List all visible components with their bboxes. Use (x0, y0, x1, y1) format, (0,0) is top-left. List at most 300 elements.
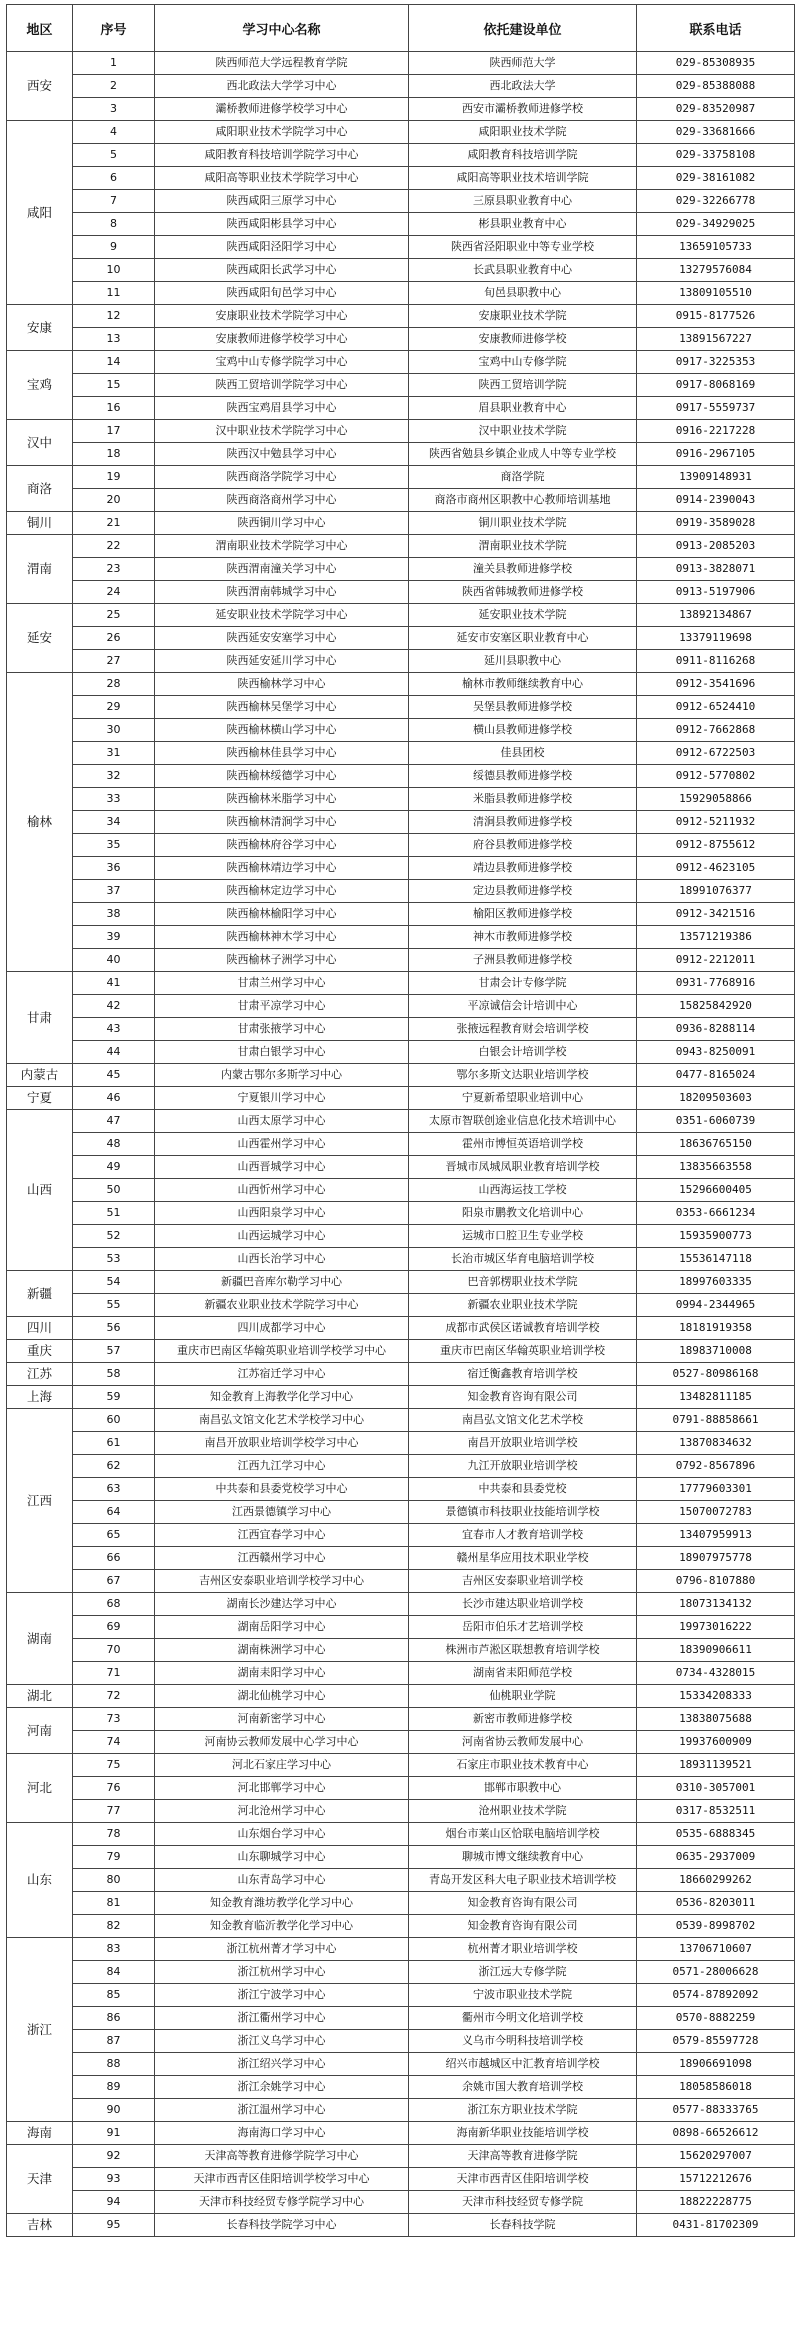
table-body (7, 52, 795, 2237)
region-cell: 湖南 (7, 1593, 73, 1685)
index-cell: 34 (73, 811, 155, 834)
phone-cell: 15935900773 (637, 1225, 795, 1248)
center-name-cell: 湖南耒阳学习中心 (155, 1662, 409, 1685)
phone-cell: 0570-8882259 (637, 2007, 795, 2030)
host-unit-cell: 太原市智联创途业信息化技术培训中心 (409, 1110, 637, 1133)
table-row (7, 1708, 795, 1731)
phone-cell: 0917-8068169 (637, 374, 795, 397)
table-row (7, 1156, 795, 1179)
host-unit-cell: 霍州市博恒英语培训学校 (409, 1133, 637, 1156)
index-cell: 68 (73, 1593, 155, 1616)
host-unit-cell: 定边县教师进修学校 (409, 880, 637, 903)
table-row (7, 1179, 795, 1202)
host-unit-cell: 知金教育咨询有限公司 (409, 1915, 637, 1938)
index-cell: 53 (73, 1248, 155, 1271)
center-name-cell: 湖南长沙建达学习中心 (155, 1593, 409, 1616)
table-row (7, 1800, 795, 1823)
phone-cell: 18822228775 (637, 2191, 795, 2214)
host-unit-cell: 宿迁衡鑫教育培训学校 (409, 1363, 637, 1386)
center-name-cell: 山西忻州学习中心 (155, 1179, 409, 1202)
host-unit-cell: 天津市西青区佳阳培训学校 (409, 2168, 637, 2191)
center-name-cell: 河南新密学习中心 (155, 1708, 409, 1731)
center-name-cell: 内蒙古鄂尔多斯学习中心 (155, 1064, 409, 1087)
center-name-cell: 长春科技学院学习中心 (155, 2214, 409, 2237)
host-unit-cell: 绍兴市越城区中汇教育培训学校 (409, 2053, 637, 2076)
host-unit-cell: 府谷县教师进修学校 (409, 834, 637, 857)
index-cell: 86 (73, 2007, 155, 2030)
table-row (7, 811, 795, 834)
region-cell: 咸阳 (7, 121, 73, 305)
host-unit-cell: 旬邑县职教中心 (409, 282, 637, 305)
center-name-cell: 甘肃兰州学习中心 (155, 972, 409, 995)
table-row (7, 742, 795, 765)
host-unit-cell: 天津高等教育进修学院 (409, 2145, 637, 2168)
index-cell: 30 (73, 719, 155, 742)
table-row (7, 1317, 795, 1340)
center-name-cell: 浙江衢州学习中心 (155, 2007, 409, 2030)
table-header-row (7, 5, 795, 52)
phone-cell: 0535-6888345 (637, 1823, 795, 1846)
index-cell: 2 (73, 75, 155, 98)
index-cell: 89 (73, 2076, 155, 2099)
phone-cell: 13838075688 (637, 1708, 795, 1731)
table-row (7, 719, 795, 742)
phone-cell: 0635-2937009 (637, 1846, 795, 1869)
region-cell: 汉中 (7, 420, 73, 466)
table-row (7, 581, 795, 604)
index-cell: 56 (73, 1317, 155, 1340)
index-cell: 26 (73, 627, 155, 650)
center-name-cell: 宁夏银川学习中心 (155, 1087, 409, 1110)
center-name-cell: 天津市科技经贸专修学院学习中心 (155, 2191, 409, 2214)
region-cell: 宝鸡 (7, 351, 73, 420)
center-name-cell: 西北政法大学学习中心 (155, 75, 409, 98)
center-name-cell: 陕西渭南潼关学习中心 (155, 558, 409, 581)
index-cell: 19 (73, 466, 155, 489)
phone-cell: 0912-6722503 (637, 742, 795, 765)
host-unit-cell: 湖南省耒阳师范学校 (409, 1662, 637, 1685)
table-row (7, 2053, 795, 2076)
region-cell: 甘肃 (7, 972, 73, 1064)
table-row (7, 1133, 795, 1156)
table-row (7, 880, 795, 903)
index-cell: 17 (73, 420, 155, 443)
phone-cell: 0912-2212011 (637, 949, 795, 972)
host-unit-cell: 商洛市商州区职教中心教师培训基地 (409, 489, 637, 512)
region-cell: 海南 (7, 2122, 73, 2145)
host-unit-cell: 余姚市国大教育培训学校 (409, 2076, 637, 2099)
host-unit-cell: 商洛学院 (409, 466, 637, 489)
host-unit-cell: 成都市武侯区诺诚教育培训学校 (409, 1317, 637, 1340)
phone-cell: 15929058866 (637, 788, 795, 811)
center-name-cell: 甘肃平凉学习中心 (155, 995, 409, 1018)
phone-cell: 0994-2344965 (637, 1294, 795, 1317)
host-unit-cell: 阳泉市鹏教文化培训中心 (409, 1202, 637, 1225)
center-name-cell: 四川成都学习中心 (155, 1317, 409, 1340)
center-name-cell: 浙江杭州学习中心 (155, 1961, 409, 1984)
center-name-cell: 咸阳教育科技培训学院学习中心 (155, 144, 409, 167)
phone-cell: 0913-5197906 (637, 581, 795, 604)
index-cell: 6 (73, 167, 155, 190)
index-cell: 76 (73, 1777, 155, 1800)
host-unit-cell: 安康教师进修学校 (409, 328, 637, 351)
center-name-cell: 陕西咸阳彬县学习中心 (155, 213, 409, 236)
center-name-cell: 重庆市巴南区华翰英职业培训学校学习中心 (155, 1340, 409, 1363)
region-cell: 湖北 (7, 1685, 73, 1708)
table-row (7, 259, 795, 282)
table-row (7, 1455, 795, 1478)
table-row (7, 75, 795, 98)
center-name-cell: 天津市西青区佳阳培训学校学习中心 (155, 2168, 409, 2191)
phone-cell: 0734-4328015 (637, 1662, 795, 1685)
phone-cell: 0527-80986168 (637, 1363, 795, 1386)
index-cell: 33 (73, 788, 155, 811)
phone-cell: 0574-87892092 (637, 1984, 795, 2007)
index-cell: 13 (73, 328, 155, 351)
table-row (7, 512, 795, 535)
host-unit-cell: 吉州区安泰职业培训学校 (409, 1570, 637, 1593)
table-row (7, 1938, 795, 1961)
index-cell: 40 (73, 949, 155, 972)
host-unit-cell: 陕西省韩城教师进修学校 (409, 581, 637, 604)
host-unit-cell: 白银会计培训学校 (409, 1041, 637, 1064)
index-cell: 35 (73, 834, 155, 857)
index-cell: 14 (73, 351, 155, 374)
phone-cell: 18181919358 (637, 1317, 795, 1340)
phone-cell: 0912-3541696 (637, 673, 795, 696)
host-unit-cell: 张掖远程教育财会培训学校 (409, 1018, 637, 1041)
phone-cell: 0912-8755612 (637, 834, 795, 857)
host-unit-cell: 铜川职业技术学院 (409, 512, 637, 535)
table-row (7, 1593, 795, 1616)
index-cell: 92 (73, 2145, 155, 2168)
phone-cell: 15334208333 (637, 1685, 795, 1708)
index-cell: 90 (73, 2099, 155, 2122)
table-row (7, 2099, 795, 2122)
index-cell: 41 (73, 972, 155, 995)
table-row (7, 190, 795, 213)
host-unit-cell: 长武县职业教育中心 (409, 259, 637, 282)
index-cell: 77 (73, 1800, 155, 1823)
index-cell: 81 (73, 1892, 155, 1915)
center-name-cell: 江西宜春学习中心 (155, 1524, 409, 1547)
center-name-cell: 河南协云教师发展中心学习中心 (155, 1731, 409, 1754)
index-cell: 74 (73, 1731, 155, 1754)
index-cell: 46 (73, 1087, 155, 1110)
table-row (7, 1409, 795, 1432)
phone-cell: 0915-8177526 (637, 305, 795, 328)
index-cell: 75 (73, 1754, 155, 1777)
phone-cell: 0912-5211932 (637, 811, 795, 834)
center-name-cell: 延安职业技术学院学习中心 (155, 604, 409, 627)
table-row (7, 1064, 795, 1087)
phone-cell: 0917-3225353 (637, 351, 795, 374)
index-cell: 59 (73, 1386, 155, 1409)
index-cell: 63 (73, 1478, 155, 1501)
table-row (7, 834, 795, 857)
host-unit-cell: 清涧县教师进修学校 (409, 811, 637, 834)
phone-cell: 0579-85597728 (637, 2030, 795, 2053)
phone-cell: 0571-28006628 (637, 1961, 795, 1984)
center-name-cell: 浙江义乌学习中心 (155, 2030, 409, 2053)
table-row (7, 328, 795, 351)
phone-cell: 18997603335 (637, 1271, 795, 1294)
center-name-cell: 山东聊城学习中心 (155, 1846, 409, 1869)
center-name-cell: 河北石家庄学习中心 (155, 1754, 409, 1777)
table-row (7, 2030, 795, 2053)
index-cell: 25 (73, 604, 155, 627)
center-name-cell: 南昌弘文馆文化艺术学校学习中心 (155, 1409, 409, 1432)
phone-cell: 13407959913 (637, 1524, 795, 1547)
center-name-cell: 浙江温州学习中心 (155, 2099, 409, 2122)
phone-cell: 15712212676 (637, 2168, 795, 2191)
table-row (7, 1915, 795, 1938)
region-cell: 吉林 (7, 2214, 73, 2237)
center-name-cell: 浙江杭州菁才学习中心 (155, 1938, 409, 1961)
region-cell: 延安 (7, 604, 73, 673)
host-unit-cell: 三原县职业教育中心 (409, 190, 637, 213)
center-name-cell: 陕西榆林横山学习中心 (155, 719, 409, 742)
host-unit-cell: 潼关县教师进修学校 (409, 558, 637, 581)
phone-cell: 18636765150 (637, 1133, 795, 1156)
phone-cell: 0792-8567896 (637, 1455, 795, 1478)
host-unit-cell: 宜春市人才教育培训学校 (409, 1524, 637, 1547)
host-unit-cell: 景德镇市科技职业技能培训学校 (409, 1501, 637, 1524)
table-row (7, 995, 795, 1018)
table-row (7, 2007, 795, 2030)
index-cell: 9 (73, 236, 155, 259)
host-unit-cell: 青岛开发区科大电子职业技术培训学校 (409, 1869, 637, 1892)
table-row (7, 1225, 795, 1248)
index-cell: 12 (73, 305, 155, 328)
index-cell: 10 (73, 259, 155, 282)
table-row (7, 351, 795, 374)
header-phone: 联系电话 (637, 5, 795, 52)
phone-cell: 029-85388088 (637, 75, 795, 98)
index-cell: 5 (73, 144, 155, 167)
center-name-cell: 咸阳职业技术学院学习中心 (155, 121, 409, 144)
phone-cell: 18983710008 (637, 1340, 795, 1363)
index-cell: 57 (73, 1340, 155, 1363)
host-unit-cell: 绥德县教师进修学校 (409, 765, 637, 788)
table-row (7, 1662, 795, 1685)
phone-cell: 13892134867 (637, 604, 795, 627)
host-unit-cell: 义乌市今明科技培训学校 (409, 2030, 637, 2053)
phone-cell: 19973016222 (637, 1616, 795, 1639)
index-cell: 72 (73, 1685, 155, 1708)
center-name-cell: 陕西榆林靖边学习中心 (155, 857, 409, 880)
host-unit-cell: 仙桃职业学院 (409, 1685, 637, 1708)
center-name-cell: 江苏宿迁学习中心 (155, 1363, 409, 1386)
phone-cell: 13706710607 (637, 1938, 795, 1961)
index-cell: 38 (73, 903, 155, 926)
phone-cell: 0351-6060739 (637, 1110, 795, 1133)
phone-cell: 0317-8532511 (637, 1800, 795, 1823)
host-unit-cell: 巴音郭楞职业技术学院 (409, 1271, 637, 1294)
host-unit-cell: 咸阳教育科技培训学院 (409, 144, 637, 167)
region-cell: 河南 (7, 1708, 73, 1754)
phone-cell: 0577-88333765 (637, 2099, 795, 2122)
table-row (7, 1386, 795, 1409)
host-unit-cell: 汉中职业技术学院 (409, 420, 637, 443)
host-unit-cell: 聊城市博文继续教育中心 (409, 1846, 637, 1869)
center-name-cell: 湖南株洲学习中心 (155, 1639, 409, 1662)
region-cell: 江西 (7, 1409, 73, 1593)
phone-cell: 13482811185 (637, 1386, 795, 1409)
phone-cell: 18390906611 (637, 1639, 795, 1662)
phone-cell: 029-34929025 (637, 213, 795, 236)
center-name-cell: 陕西商洛学院学习中心 (155, 466, 409, 489)
phone-cell: 18660299262 (637, 1869, 795, 1892)
table-row (7, 1547, 795, 1570)
index-cell: 43 (73, 1018, 155, 1041)
center-name-cell: 湖北仙桃学习中心 (155, 1685, 409, 1708)
index-cell: 60 (73, 1409, 155, 1432)
phone-cell: 17779603301 (637, 1478, 795, 1501)
index-cell: 42 (73, 995, 155, 1018)
phone-cell: 0912-4623105 (637, 857, 795, 880)
index-cell: 32 (73, 765, 155, 788)
table-row (7, 1961, 795, 1984)
table-row (7, 305, 795, 328)
center-name-cell: 山西霍州学习中心 (155, 1133, 409, 1156)
host-unit-cell: 延川县职教中心 (409, 650, 637, 673)
region-cell: 渭南 (7, 535, 73, 604)
index-cell: 70 (73, 1639, 155, 1662)
center-name-cell: 山西长治学习中心 (155, 1248, 409, 1271)
index-cell: 55 (73, 1294, 155, 1317)
host-unit-cell: 杭州菁才职业培训学校 (409, 1938, 637, 1961)
phone-cell: 0943-8250091 (637, 1041, 795, 1064)
phone-cell: 18209503603 (637, 1087, 795, 1110)
host-unit-cell: 天津市科技经贸专修学院 (409, 2191, 637, 2214)
center-name-cell: 陕西工贸培训学院学习中心 (155, 374, 409, 397)
index-cell: 36 (73, 857, 155, 880)
phone-cell: 13379119698 (637, 627, 795, 650)
host-unit-cell: 长治市城区华育电脑培训学校 (409, 1248, 637, 1271)
host-unit-cell: 南昌弘文馆文化艺术学校 (409, 1409, 637, 1432)
host-unit-cell: 长春科技学院 (409, 2214, 637, 2237)
phone-cell: 15070072783 (637, 1501, 795, 1524)
table-row (7, 443, 795, 466)
host-unit-cell: 宁夏新希望职业培训中心 (409, 1087, 637, 1110)
index-cell: 37 (73, 880, 155, 903)
center-name-cell: 中共泰和县委党校学习中心 (155, 1478, 409, 1501)
host-unit-cell: 中共泰和县委党校 (409, 1478, 637, 1501)
index-cell: 88 (73, 2053, 155, 2076)
phone-cell: 0916-2967105 (637, 443, 795, 466)
index-cell: 23 (73, 558, 155, 581)
center-name-cell: 陕西榆林绥德学习中心 (155, 765, 409, 788)
host-unit-cell: 海南新华职业技能培训学校 (409, 2122, 637, 2145)
host-unit-cell: 陕西省泾阳职业中等专业学校 (409, 236, 637, 259)
region-cell: 浙江 (7, 1938, 73, 2122)
center-name-cell: 陕西渭南韩城学习中心 (155, 581, 409, 604)
index-cell: 27 (73, 650, 155, 673)
center-name-cell: 天津高等教育进修学院学习中心 (155, 2145, 409, 2168)
host-unit-cell: 延安职业技术学院 (409, 604, 637, 627)
table-row (7, 282, 795, 305)
index-cell: 15 (73, 374, 155, 397)
host-unit-cell: 西北政法大学 (409, 75, 637, 98)
phone-cell: 0912-5770802 (637, 765, 795, 788)
phone-cell: 0936-8288114 (637, 1018, 795, 1041)
host-unit-cell: 烟台市莱山区恰联电脑培训学校 (409, 1823, 637, 1846)
center-name-cell: 南昌开放职业培训学校学习中心 (155, 1432, 409, 1455)
table-row (7, 1892, 795, 1915)
center-name-cell: 甘肃白银学习中心 (155, 1041, 409, 1064)
table-row (7, 1846, 795, 1869)
phone-cell: 0913-2085203 (637, 535, 795, 558)
index-cell: 54 (73, 1271, 155, 1294)
host-unit-cell: 渭南职业技术学院 (409, 535, 637, 558)
center-name-cell: 山东烟台学习中心 (155, 1823, 409, 1846)
center-name-cell: 浙江绍兴学习中心 (155, 2053, 409, 2076)
index-cell: 95 (73, 2214, 155, 2237)
center-name-cell: 浙江余姚学习中心 (155, 2076, 409, 2099)
center-name-cell: 陕西汉中勉县学习中心 (155, 443, 409, 466)
phone-cell: 0914-2390043 (637, 489, 795, 512)
index-cell: 3 (73, 98, 155, 121)
center-name-cell: 汉中职业技术学院学习中心 (155, 420, 409, 443)
table-row (7, 696, 795, 719)
phone-cell: 0931-7768916 (637, 972, 795, 995)
table-row (7, 2076, 795, 2099)
region-cell: 新疆 (7, 1271, 73, 1317)
table-row (7, 1524, 795, 1547)
host-unit-cell: 神木市教师进修学校 (409, 926, 637, 949)
center-name-cell: 陕西榆林学习中心 (155, 673, 409, 696)
phone-cell: 029-83520987 (637, 98, 795, 121)
host-unit-cell: 衢州市今明文化培训学校 (409, 2007, 637, 2030)
phone-cell: 0917-5559737 (637, 397, 795, 420)
host-unit-cell: 榆阳区教师进修学校 (409, 903, 637, 926)
center-name-cell: 灞桥教师进修学校学习中心 (155, 98, 409, 121)
host-unit-cell: 知金教育咨询有限公司 (409, 1892, 637, 1915)
table-row (7, 489, 795, 512)
center-name-cell: 河北沧州学习中心 (155, 1800, 409, 1823)
phone-cell: 15296600405 (637, 1179, 795, 1202)
host-unit-cell: 新密市教师进修学校 (409, 1708, 637, 1731)
index-cell: 48 (73, 1133, 155, 1156)
center-name-cell: 咸阳高等职业技术学院学习中心 (155, 167, 409, 190)
phone-cell: 15536147118 (637, 1248, 795, 1271)
host-unit-cell: 陕西工贸培训学院 (409, 374, 637, 397)
region-cell: 山东 (7, 1823, 73, 1938)
host-unit-cell: 平凉诚信会计培训中心 (409, 995, 637, 1018)
host-unit-cell: 浙江东方职业技术学院 (409, 2099, 637, 2122)
host-unit-cell: 眉县职业教育中心 (409, 397, 637, 420)
host-unit-cell: 株洲市芦淞区联想教育培训学校 (409, 1639, 637, 1662)
phone-cell: 18073134132 (637, 1593, 795, 1616)
table-row (7, 98, 795, 121)
center-name-cell: 知金教育上海教学化学习中心 (155, 1386, 409, 1409)
center-name-cell: 宝鸡中山专修学院学习中心 (155, 351, 409, 374)
center-name-cell: 陕西师范大学远程教育学院 (155, 52, 409, 75)
index-cell: 45 (73, 1064, 155, 1087)
center-name-cell: 山西阳泉学习中心 (155, 1202, 409, 1225)
index-cell: 78 (73, 1823, 155, 1846)
index-cell: 71 (73, 1662, 155, 1685)
table-row (7, 673, 795, 696)
table-row (7, 1639, 795, 1662)
table-row (7, 1087, 795, 1110)
index-cell: 7 (73, 190, 155, 213)
phone-cell: 18906691098 (637, 2053, 795, 2076)
index-cell: 24 (73, 581, 155, 604)
center-name-cell: 吉州区安泰职业培训学校学习中心 (155, 1570, 409, 1593)
table-row (7, 1754, 795, 1777)
